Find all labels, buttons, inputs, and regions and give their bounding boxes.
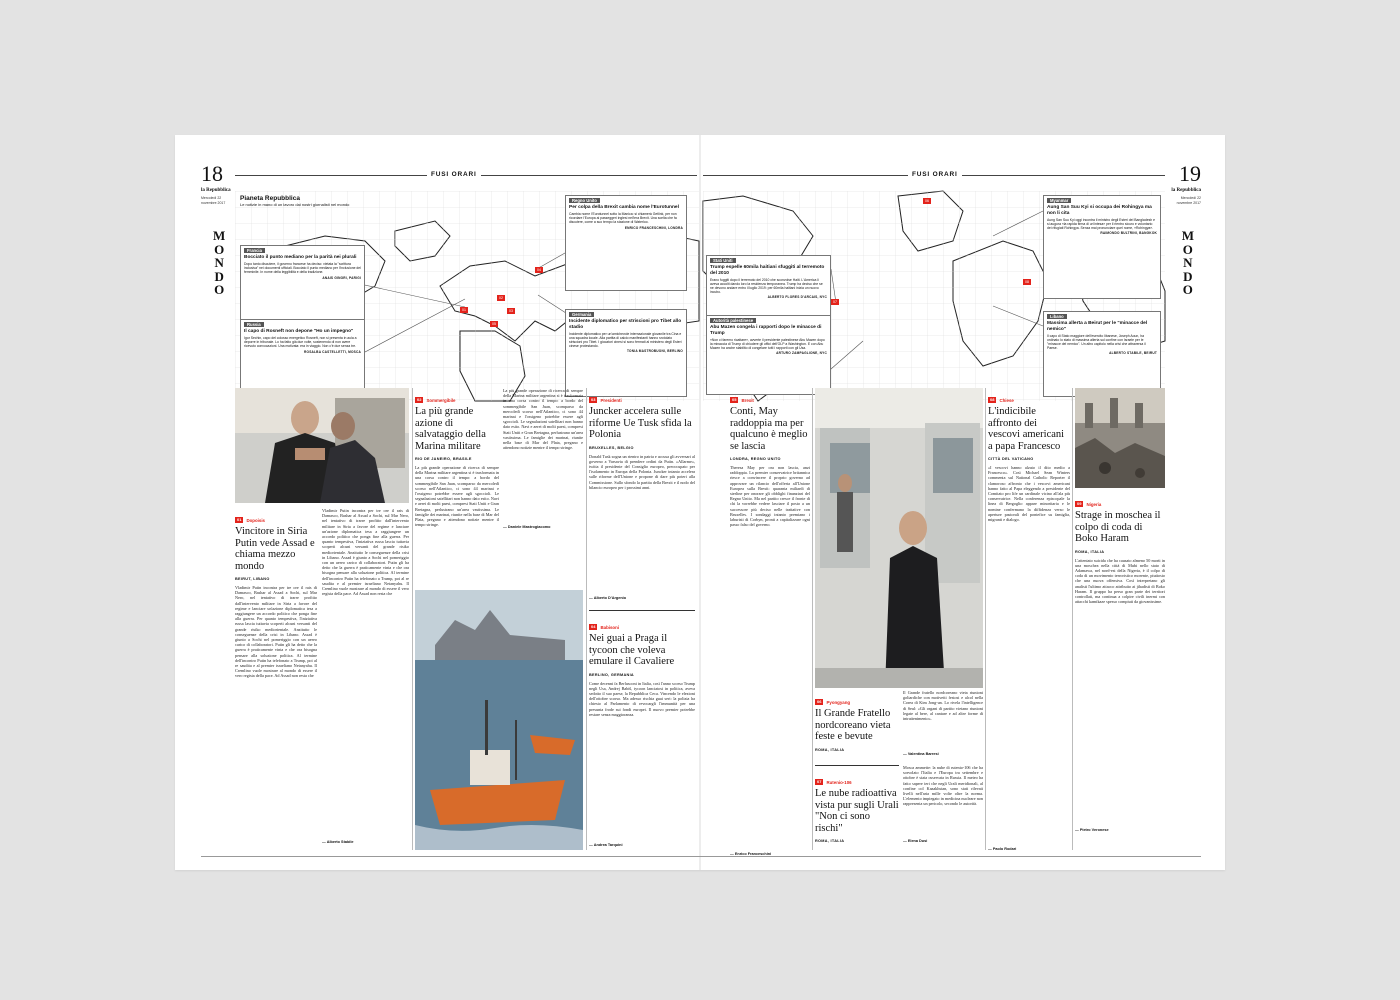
article-headline[interactable]: Conti, May raddoppia ma per qualcuno è meglio se lascia	[730, 406, 808, 452]
band-title: FUSI ORARI	[908, 171, 962, 178]
page-date: Mercoledì 22 novembre 2017	[201, 196, 226, 205]
article-tag: 04 Babisoni	[591, 624, 619, 630]
article-headline[interactable]: La più grande azione di salvataggio della Marina militare	[415, 406, 486, 452]
article-byline: — Paolo Rodari	[988, 847, 1017, 851]
article-headline[interactable]: Vincitore in Siria Putin vede Assad e chiama mezzo mondo	[235, 526, 315, 572]
world-map-right	[703, 191, 1165, 401]
page-number: 19	[1179, 161, 1201, 186]
map-subtitle: Le notizie in mano di un lavoro dai nostri giornalisti nel mondo	[240, 202, 350, 207]
article-tag: 07 Rutenio-106	[817, 779, 852, 785]
article-headline[interactable]: Le nube radioattiva vista pur sugli Urali "Non ci sono rischi"	[815, 788, 899, 834]
article-putin-continued	[322, 508, 409, 850]
article-body: Vladimir Putin incontra per tre ore il rais di Damasco, Bashar al Assad a Sochi, sul Mar Nero, nel tentativo di trarre profitto dall'intervento militare in Siria a favore del regime e lanciare un'azione diplomatica tesa a raggiungere un accordo politico che ponga fine alla guerra. Per quanto tempestiva, l'iniziativa russa lascia tuttavia scoperti alcuni versanti del grande risiko mediorientale. Anzitutto le conseguenze della crisi in Libano. Assad è giunto a Sochi nel pomeriggio con un aereo carico di collaboratori. Putin gli ha detto che la guerra è praticamente vinta e che ora bisogna pensare alla soluzione politica. Al termine dell'incontro Putin ha telefonato a Trump, poi al re saudita e al premier israeliano Netanyahu. Il Cremlino vuole mostrare al mondo di essere il vero regista della pace. Ad Assad non resta che	[235, 585, 317, 679]
news-box-russia[interactable]: Russia Il capo di Rosneft non depone "Ho un impegno" Igor Sechin, capo del colosso energetico Rosneft, non si presenta in aula a deporre in tribunale. Lo ha fatto già due volte, sostenendo di non avere ricevuto convocazioni. Una motivata: era in viaggio. Non c'è due senza tre. ROSALBA CASTELLETTI, MOSCA	[240, 319, 365, 393]
article-headline[interactable]: Strage in moschea il colpo di coda di Boko Haram	[1075, 510, 1161, 544]
map-pin[interactable]: 03	[507, 308, 515, 314]
article-body: Theresa May per ora non lascia, anzi raddoppia. La premier conservatrice britannica riesce a convincere il proprio governo ad approvare un rilancio dell'offerta all'Unione Europea sulla Brexit: quaranta miliardi di sterline per onorare gli obblighi finanziari del Regno Unito. Ma nel partito cresce il fronte di chi la vorrebbe vedere lasciare il posto a un successore più deciso nelle trattative con Bruxelles. I sondaggi intanto premiano i laburisti di Corbyn, pronti a capitalizzare ogni passo falso del governo.	[730, 465, 810, 528]
article-body: La più grande operazione di ricerca di sempre della Marina militare argentina si è trasformata in una corsa contro il tempo: a bordo del sommergibile San Juan, scomparso da mercoledì scorso nell'Atlantico, ci sono 44 marinai e l'ossigeno potrebbe essere agli sgoccioli. Le segnalazioni satellitari non hanno dato esito. Navi e aerei di molti paesi, compresi Stati Uniti e Gran Bretagna, perlustrano un'area vastissima. Le famiglie dei marinai, riunite nella base di Mar del Plata, pregano e attendono notizie mentre il tempo stringe.	[503, 388, 583, 451]
article-body: Vladimir Putin incontra per tre ore il rais di Damasco, Bashar al Assad a Sochi, sul Mar Nero, nel tentativo di trarre profitto dall'intervento militare in Siria a favore del regime e lanciare un'azione diplomatica tesa a raggiungere un accordo politico che ponga fine alla guerra. Per quanto tempestiva, l'iniziativa russa lascia tuttavia scoperti alcuni versanti del grande risiko mediorientale. Anzitutto le conseguenze della crisi in Libano. Assad è giunto a Sochi nel pomeriggio con un aereo carico di collaboratori. Putin gli ha detto che la guerra è praticamente vinta e che ora bisogna pensare alla soluzione politica. Al termine dell'incontro Putin ha telefonato a Trump, poi al re saudita e al premier israeliano Netanyahu. Il Cremlino vuole mostrare al mondo di essere il vero regista della pace. Ad Assad non resta che	[322, 508, 409, 597]
article-dateline: BEIRUT, LIBANO	[235, 577, 270, 581]
article-headline[interactable]: L'indicibile affronto dei vescovi americani a papa Francesco	[988, 406, 1065, 452]
article-byline: — Enrico Franceschini	[730, 852, 772, 856]
article-headline[interactable]: Il Grande Fratello nordcoreano vieta feste e bevute	[815, 708, 891, 742]
article-dateline: CITTÀ DEL VATICANO	[988, 457, 1034, 461]
article-body: Mosca ammette: la nube di rutenio-106 che ha sorvolato l'Italia e l'Europa tra settembre e ottobre è stata osservata in Russia. Il meteo ha fatto sapere ieri che negli Urali meridionali, al confine col Kazakhstan, sono stati rilevati livelli nell'aria mille volte oltre la norma. L'elemento impiegato in medicina nucleare non rappresenta un pericolo, secondo le autorità.	[903, 765, 983, 807]
article-tag: 03 Presidenti	[591, 397, 622, 403]
article-byline: — Elena Dusi	[903, 839, 928, 843]
masthead: la Repubblica	[1171, 188, 1201, 193]
article-tag: 09 Nigeria	[1077, 501, 1102, 507]
section-label: M O N D O	[213, 228, 227, 297]
map-pin[interactable]: 06	[923, 198, 931, 204]
article-dateline: LONDRA, REGNO UNITO	[730, 457, 781, 461]
map-pin[interactable]: 02	[497, 295, 505, 301]
map-intro	[240, 195, 360, 207]
article-boko-haram[interactable]	[1075, 492, 1165, 850]
masthead: la Repubblica	[201, 188, 231, 193]
news-box-germania[interactable]: Germania Incidente diplomatico per striscioni pro Tibet allo stadio Incidente diplomatico per un'amichevole internazionale giovanile tra Cina e una squadra locale. Alla partita di calcio manifestanti hanno srotolato striscioni pro Tibet. I giocatori cinesi si sono fermati al ministero degli Esteri cinese protestando. TONIA MASTROBUONI, BERLINO	[565, 309, 687, 397]
page-date: Mercoledì 22 novembre 2017	[1176, 196, 1201, 205]
article-dateline: ROMA, ITALIA	[815, 839, 845, 843]
photo-putin-assad	[235, 388, 409, 503]
article-byline: — Andrea Tarquini	[589, 842, 623, 847]
world-map-left	[235, 191, 699, 401]
article-korea[interactable]	[815, 690, 899, 765]
article-dateline: RIO DE JANEIRO, BRASILE	[415, 457, 472, 461]
map-pin[interactable]: 04	[535, 267, 543, 273]
map-pin[interactable]: 05	[490, 321, 498, 327]
article-putin[interactable]	[235, 508, 317, 850]
section-label: M O N D O	[1181, 228, 1195, 297]
article-body: «I vescovi hanno alzato il dito medio a Francesco». Così Michael Sean Winters commenta sul National Catholic Reporter il clamoroso affronto che i vescovi americani hanno fatto al Papa eleggendo a presidente del Comitato pro life un cardinale vicino all'ala più conservatrice. Nella conferenza episcopale la linea di Bergoglio appare minoritaria e le nomine confermano la diffidenza verso le aperture pastorali del pontefice su famiglia, migranti e dialogo.	[988, 465, 1070, 523]
bottom-rule	[201, 856, 1201, 857]
news-box-francia[interactable]: Francia Bocciato il punto mediano per la parità nei plurali Dopo tanto discutere, il governo francese ha deciso: vietata la "scrittura inclusiva" nei documenti ufficiali. Bocciato il punto mediano per l'inclusione del femminile. In nome della leggibilità e della tradizione. ANAIS GINORI, PARIGI	[240, 245, 365, 321]
article-tag: 02 Sommergibile	[417, 397, 456, 403]
article-body: Come decenni fa Berlusconi in Italia, così l'anno scorso Trump negli Usa, Andrej Babiš, tycoon lanciatosi in politica, aveva sedotto il suo paese, la Repubblica Ceca. Vincendo le elezioni dell'ottobre scorso. Ma adesso rischia guai seri: la polizia ha chiesto al Parlamento di revocargli l'immunità per una presunta frode sui fondi europei. Il nuovo premier potrebbe restare senza maggioranza.	[589, 680, 695, 717]
news-box-myanmar[interactable]: Myanmar Aung San Suu Kyi si occupa dei Rohingya ma non li cita Aung San Suu Kyi oggi incontra il ministro degli Esteri del Bangladesh e si augura «la rapida firma di un'intesa» per il rientro sicuro e volontario dei rifugiati Rohingya. Senza mai pronunciare quel nome, «Rohingya». RAIMONDO BULTRINI, BANGKOK	[1043, 195, 1161, 299]
article-babis[interactable]	[589, 610, 695, 850]
column-rule	[412, 388, 413, 850]
article-byline: — Alberto D'Argenio	[589, 595, 627, 600]
article-headline[interactable]: Nei guai a Praga il tycoon che voleva emulare il Cavaliere	[589, 633, 675, 667]
news-box-libano[interactable]: Libano Massima allerta a Beirut per le "minacce del nemico" Il capo di Stato maggiore dell'esercito libanese, Joseph Aoun, ha ordinato lo stato di massima allerta sul confine con Israele per le "minacce del nemico". Un altro capitolo nella crisi che attraversa il Paese. ALBERTO STABILE, BEIRUT	[1043, 311, 1161, 397]
article-tag: 06 Pyongyang	[817, 699, 851, 705]
column-rule	[812, 388, 813, 850]
article-body: La più grande operazione di ricerca di sempre della Marina militare argentina si è trasformata in una corsa contro il tempo: a bordo del sommergibile San Juan, scomparso da mercoledì scorso nell'Atlantico, ci sono 44 marinai e l'ossigeno potrebbe essere agli sgoccioli. Le segnalazioni satellitari non hanno dato esito. Navi e aerei di molti paesi, compresi Stati Uniti e Gran Bretagna, perlustrano un'area vastissima. Le famiglie dei marinai, riunite nella base di Mar del Plata, pregano e attendono notizie mentre il tempo stringe.	[415, 465, 499, 528]
article-byline: — Alberto Stabile	[322, 840, 354, 844]
article-marina-continued	[503, 388, 583, 538]
article-tag: 01 Dopoisis	[237, 517, 265, 523]
article-tag: 08 Chiese	[990, 397, 1014, 403]
news-box-regno-unito[interactable]: Regno Unito Per colpa della Brexit cambia nome l'Eurotunnel Cambia nome l'Eurotunnel sotto la Manica: si chiamerà Getlink, per non ricordare l'Europa ai passeggeri inglesi nell'era Brexit. Una scelta che fa discutere, come a suo tempo la stazione di Waterloo. ENRICO FRANCESCHINI, LONDRA	[565, 195, 687, 291]
article-body: Donald Tusk sogna un rientro in patria e accusa gli avversari al governo a Varsavia di prendere ordini da Putin. «Allarme», twitta il presidente del Consiglio europeo, preoccupato per l'isolamento in Europa della Polonia. Juncker intanto accelera sulle riforme dell'Unione e propone di dare più poteri alla Commissione. Sullo sfondo la partita della Brexit e il nodo del bilancio europeo per i prossimi anni.	[589, 453, 695, 490]
news-box-palestina[interactable]: Autorità palestinese Abu Mazen congela i rapporti dopo le minacce di Trump «Non ci faremo ricattare», avverte il presidente palestinese Abu Mazen dopo la minaccia di Trump di chiudere gli uffici dell'OLP a Washington. E con Abu Mazen ha anche stabilito di congelare tutti i rapporti con gli Usa. ARTURO ZAMPAGLIONE, NYC	[706, 315, 831, 395]
article-dateline: ROMA, ITALIA	[815, 747, 845, 752]
article-headline[interactable]: Juncker accelera sulle riforme Ue Tusk sfida la Polonia	[589, 406, 692, 440]
article-byline: — Pietro Veronese	[1075, 827, 1109, 832]
photo-kim-jong-un	[815, 388, 983, 688]
article-dateline: BERLINO, GERMANIA	[589, 672, 634, 677]
map-title: Pianeta Repubblica	[240, 195, 300, 202]
article-korea-body	[903, 690, 983, 765]
map-pin[interactable]: 07	[831, 299, 839, 305]
article-tag: 05 Brexit	[732, 397, 754, 403]
article-may[interactable]	[730, 388, 810, 856]
photo-navy-ships	[415, 590, 583, 850]
newspaper-spread	[175, 135, 1225, 870]
article-body: L'attentato suicida che ha causato almeno 50 morti in una moschea nella città di Mubi nello stato di Adamawa, nel nord-est della Nigeria, è il colpo di coda di un movimento terroristico morente, piuttosto che una nuova offensiva. Così interpretano gli analisti l'ultimo attacco attribuito ai jihadisti di Boko Haram. Il gruppo ha perso gran parte dei territori controllati, ma continua a colpire civili inermi con attacchi kamikaze spesso compiuti da giovanissime.	[1075, 557, 1165, 605]
map-pin[interactable]: 08	[1023, 279, 1031, 285]
page-number: 18	[201, 161, 223, 186]
article-byline: — Daniele Mastrogiacomo	[503, 525, 551, 529]
article-byline: — Valentina Barresi	[903, 752, 939, 756]
article-dateline: BRUXELLES, BELGIO	[589, 445, 634, 450]
column-rule	[586, 388, 587, 850]
column-rule	[985, 388, 986, 850]
article-body: Il Grande fratello nordcoreano vieta riunioni goliardiche con motivetti festosi e alcol nella Corea di Kim Jong-un. Lo rivela l'intelligence di Seul: «Gli organi di partito vietano riunioni legate al bere, al cantare e ad altre forme di intrattenimento».	[903, 690, 983, 722]
map-pin[interactable]: 01	[460, 307, 468, 313]
photo-mosque-attack	[1075, 388, 1165, 488]
column-rule	[1072, 388, 1073, 850]
article-vescovi[interactable]	[988, 388, 1070, 850]
article-ural[interactable]	[815, 765, 899, 850]
news-box-stati-uniti[interactable]: Stati Uniti Trump espelle 60mila haitiani sfuggiti al terremoto del 2010 Erano fuggiti dopo il terremoto del 2010 che sconvolse Haiti. L'America li aveva accolti dando loro la residenza temporanea. Trump ha deciso che se ne devono andare entro il luglio 2019: per 60mila haitiani inizia un nuovo incubo. ALBERTO FLORES D'ARCAIS, NYC	[706, 255, 831, 347]
article-juncker[interactable]	[589, 388, 695, 608]
band-title: FUSI ORARI	[427, 171, 481, 178]
article-dateline: ROMA, ITALIA	[1075, 549, 1105, 554]
article-ural-body	[903, 765, 983, 850]
